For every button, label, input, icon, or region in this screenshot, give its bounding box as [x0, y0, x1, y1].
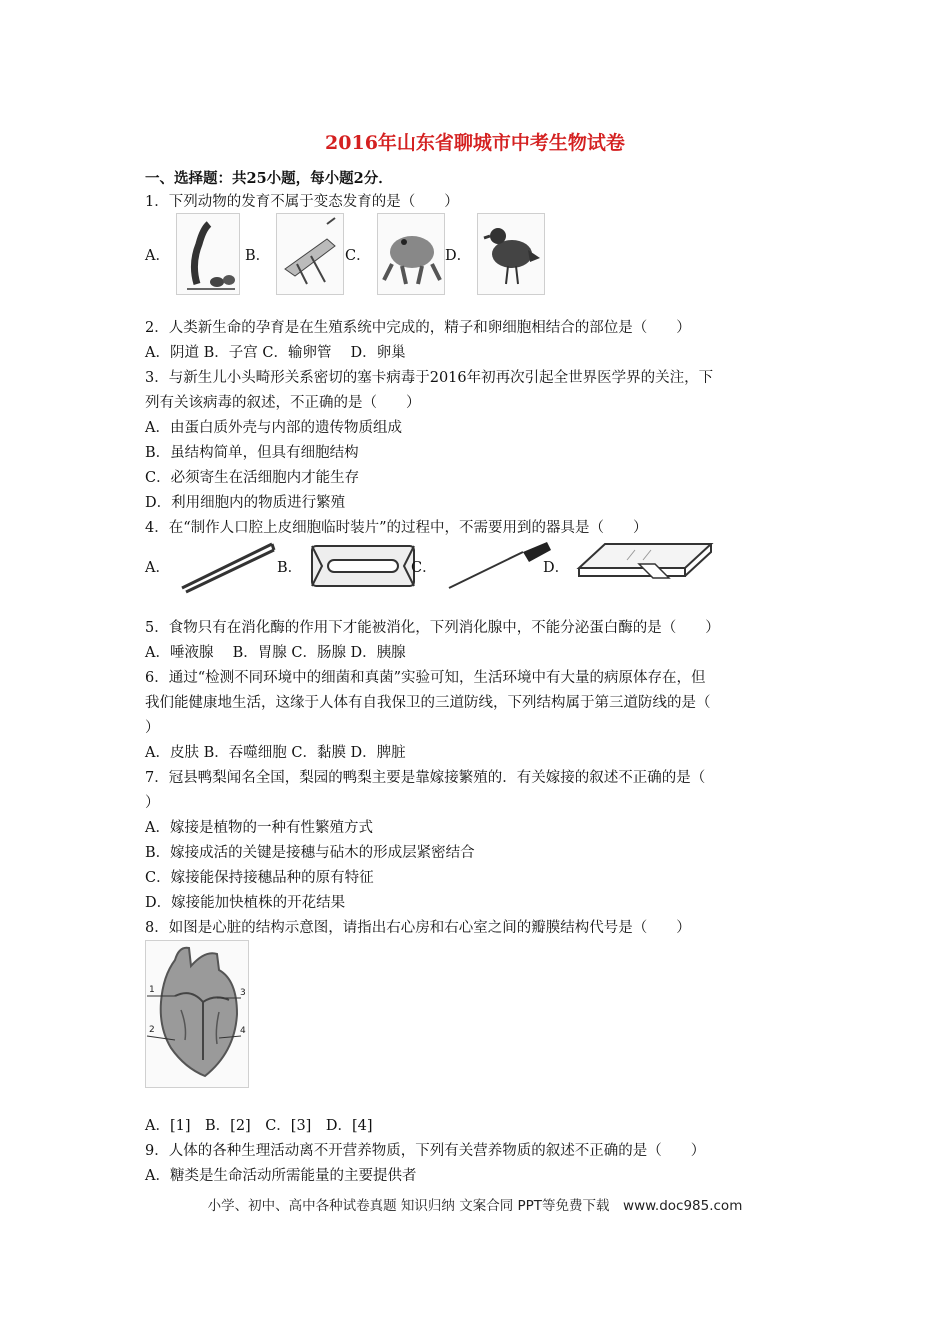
silkworm-development-image: [176, 213, 240, 295]
q4-options: [145, 538, 805, 596]
q1-option-a[interactable]: A．: [145, 213, 240, 295]
q7-option-a[interactable]: A．嫁接是植物的一种有性繁殖方式: [145, 820, 373, 836]
page-title: 2016年山东省聊城市中考生物试卷: [325, 132, 625, 154]
q3-option-b[interactable]: B．虽结构简单，但具有细胞结构: [145, 445, 359, 461]
heart-diagram: [145, 940, 249, 1088]
q9-stem: 9．人体的各种生理活动离不开营养物质，下列有关营养物质的叙述不正确的是（ ）: [145, 1143, 706, 1159]
q6-stem-line3: ）: [145, 720, 160, 736]
dropper-image: [443, 538, 555, 594]
q7-stem-line1: 7．冠县鸭梨闻名全国，梨园的鸭梨主要是靠嫁接繁殖的．有关嫁接的叙述不正确的是（: [145, 770, 706, 786]
q7-option-d[interactable]: D．嫁接能加快植株的开花结果: [145, 895, 346, 911]
q7-option-c[interactable]: C．嫁接能保持接穗品种的原有特征: [145, 870, 374, 886]
pigeon-image: [477, 213, 545, 295]
razor-blade-image: [308, 538, 418, 594]
heart-label-4: 4: [240, 1026, 246, 1036]
q3-stem-line1: 3．与新生儿小头畸形关系密切的塞卡病毒于2016年初再次引起全世界医学界的关注，下: [145, 370, 714, 386]
section-heading: 一、选择题：共25小题，每小题2分．: [145, 170, 393, 187]
q3-stem-line2: 列有关该病毒的叙述，不正确的是（ ）: [145, 395, 421, 411]
q4-option-a[interactable]: A．: [145, 538, 276, 594]
q4-option-b[interactable]: B．: [277, 538, 418, 594]
heart-label-3: 3: [240, 988, 246, 998]
q3-option-d[interactable]: D．利用细胞内的物质进行繁殖: [145, 495, 346, 511]
frog-image: [377, 213, 445, 295]
q6-stem-line1: 6．通过“检测不同环境中的细菌和真菌”实验可知，生活环境中有大量的病原体存在，但: [145, 670, 706, 686]
q4-option-d[interactable]: D．: [543, 538, 715, 594]
q5-options[interactable]: A．唾液腺 B．胃腺 C．肠腺 D．胰腺: [145, 645, 406, 661]
q1-stem: 1．下列动物的发育不属于变态发育的是（ ）: [145, 194, 459, 210]
q5-stem: 5．食物只有在消化酶的作用下才能被消化，下列消化腺中，不能分泌蛋白酶的是（ ）: [145, 620, 720, 636]
heart-label-1: 1: [149, 985, 155, 995]
q1-option-b[interactable]: B．: [245, 213, 344, 295]
q1-option-d[interactable]: D．: [445, 213, 545, 295]
q2-options[interactable]: A．阴道 B．子宫 C．输卵管 D．卵巢: [145, 345, 406, 361]
q8-stem: 8．如图是心脏的结构示意图，请指出右心房和右心室之间的瓣膜结构代号是（ ）: [145, 920, 691, 936]
footer-watermark: 小学、初中、高中各种试卷真题 知识归纳 文案合同 PPT等免费下载 www.doc985.com: [207, 1198, 743, 1214]
q4-stem: 4．在“制作人口腔上皮细胞临时装片”的过程中，不需要用到的器具是（ ）: [145, 520, 648, 536]
heart-label-2: 2: [149, 1025, 155, 1035]
q7-option-b[interactable]: B．嫁接成活的关键是接穗与砧木的形成层紧密结合: [145, 845, 475, 861]
q3-option-c[interactable]: C．必须寄生在活细胞内才能生存: [145, 470, 360, 486]
q6-stem-line2: 我们能健康地生活，这缘于人体有自我保卫的三道防线，下列结构属于第三道防线的是（: [145, 695, 711, 711]
q1-option-c[interactable]: C．: [345, 213, 445, 295]
q9-option-a[interactable]: A．糖类是生命活动所需能量的主要提供者: [145, 1168, 417, 1184]
tweezers-image: [176, 538, 276, 594]
q7-stem-line2: ）: [145, 795, 160, 811]
glass-slide-image: [575, 538, 715, 594]
q2-stem: 2．人类新生命的孕育是在生殖系统中完成的，精子和卵细胞相结合的部位是（ ）: [145, 320, 691, 336]
q6-options[interactable]: A．皮肤 B．吞噬细胞 C．黏膜 D．脾脏: [145, 745, 406, 761]
locust-image: [276, 213, 344, 295]
q4-option-c[interactable]: C．: [411, 538, 555, 594]
q1-options: [145, 213, 805, 293]
q3-option-a[interactable]: A．由蛋白质外壳与内部的遗传物质组成: [145, 420, 402, 436]
q8-options[interactable]: A．[1] B．[2] C．[3] D．[4]: [145, 1118, 373, 1134]
